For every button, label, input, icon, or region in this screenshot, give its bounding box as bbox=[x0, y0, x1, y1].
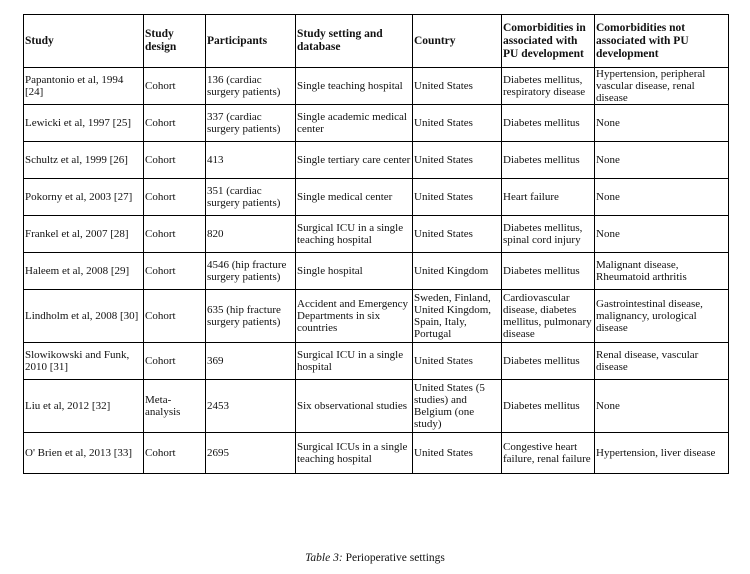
cell-participants: 820 bbox=[206, 216, 296, 253]
cell-comorbidities-associated: Diabetes mellitus, spinal cord injury bbox=[502, 216, 595, 253]
cell-design: Cohort bbox=[144, 253, 206, 290]
cell-country: United Kingdom bbox=[413, 253, 502, 290]
cell-comorbidities-associated: Diabetes mellitus bbox=[502, 380, 595, 433]
cell-study: Pokorny et al, 2003 [27] bbox=[24, 179, 144, 216]
caption-label: Table 3: bbox=[305, 552, 343, 564]
caption-text: Perioperative settings bbox=[345, 552, 445, 564]
cell-study: Schultz et al, 1999 [26] bbox=[24, 142, 144, 179]
cell-comorbidities-not-associated: Gastrointestinal disease, malignancy, urological disease bbox=[595, 290, 729, 343]
cell-participants: 351 (cardiac surgery patients) bbox=[206, 179, 296, 216]
table-row bbox=[24, 290, 729, 343]
cell-setting: Accident and Emergency Departments in six countries bbox=[296, 290, 413, 343]
cell-study: Papantonio et al, 1994 [24] bbox=[24, 68, 144, 105]
cell-setting: Single tertiary care center bbox=[296, 142, 413, 179]
cell-setting: Surgical ICU in a single teaching hospital bbox=[296, 216, 413, 253]
cell-design: Cohort bbox=[144, 433, 206, 474]
table-row bbox=[24, 142, 729, 179]
header-country: Country bbox=[413, 15, 502, 68]
cell-design: Cohort bbox=[144, 290, 206, 343]
cell-study: Haleem et al, 2008 [29] bbox=[24, 253, 144, 290]
cell-design: Meta-analysis bbox=[144, 380, 206, 433]
cell-comorbidities-associated: Heart failure bbox=[502, 179, 595, 216]
header-participants: Participants bbox=[206, 15, 296, 68]
cell-comorbidities-not-associated: Hypertension, liver disease bbox=[595, 433, 729, 474]
cell-comorbidities-not-associated: None bbox=[595, 179, 729, 216]
cell-design: Cohort bbox=[144, 179, 206, 216]
table-header-row bbox=[24, 15, 729, 68]
cell-setting: Six observational studies bbox=[296, 380, 413, 433]
cell-country: United States bbox=[413, 433, 502, 474]
header-study: Study bbox=[24, 15, 144, 68]
cell-comorbidities-not-associated: Renal disease, vascular disease bbox=[595, 343, 729, 380]
header-study-design: Study design bbox=[144, 15, 206, 68]
table-row bbox=[24, 105, 729, 142]
cell-comorbidities-associated: Diabetes mellitus bbox=[502, 253, 595, 290]
table-row bbox=[24, 380, 729, 433]
cell-comorbidities-associated: Diabetes mellitus bbox=[502, 343, 595, 380]
cell-comorbidities-associated: Cardiovascular disease, diabetes mellitus, pulmonary disease bbox=[502, 290, 595, 343]
cell-comorbidities-not-associated: None bbox=[595, 105, 729, 142]
cell-comorbidities-not-associated: None bbox=[595, 380, 729, 433]
cell-country: United States bbox=[413, 142, 502, 179]
cell-participants: 635 (hip fracture surgery patients) bbox=[206, 290, 296, 343]
cell-country: United States (5 studies) and Belgium (one study) bbox=[413, 380, 502, 433]
cell-study: O' Brien et al, 2013 [33] bbox=[24, 433, 144, 474]
cell-setting: Single medical center bbox=[296, 179, 413, 216]
cell-setting: Single teaching hospital bbox=[296, 68, 413, 105]
header-comorbidities-not-associated: Comorbidities not associated with PU development bbox=[595, 15, 729, 68]
table-row bbox=[24, 216, 729, 253]
perioperative-settings-table bbox=[23, 14, 729, 474]
cell-design: Cohort bbox=[144, 142, 206, 179]
cell-comorbidities-associated: Congestive heart failure, renal failure bbox=[502, 433, 595, 474]
cell-participants: 413 bbox=[206, 142, 296, 179]
table-row bbox=[24, 433, 729, 474]
table-row bbox=[24, 253, 729, 290]
cell-study: Lewicki et al, 1997 [25] bbox=[24, 105, 144, 142]
cell-comorbidities-not-associated: None bbox=[595, 142, 729, 179]
table-row bbox=[24, 68, 729, 105]
cell-study: Liu et al, 2012 [32] bbox=[24, 380, 144, 433]
cell-country: United States bbox=[413, 216, 502, 253]
cell-study: Frankel et al, 2007 [28] bbox=[24, 216, 144, 253]
cell-participants: 2695 bbox=[206, 433, 296, 474]
cell-comorbidities-associated: Diabetes mellitus, respiratory disease bbox=[502, 68, 595, 105]
cell-study: Lindholm et al, 2008 [30] bbox=[24, 290, 144, 343]
cell-participants: 4546 (hip fracture surgery patients) bbox=[206, 253, 296, 290]
cell-participants: 136 (cardiac surgery patients) bbox=[206, 68, 296, 105]
cell-design: Cohort bbox=[144, 343, 206, 380]
cell-comorbidities-associated: Diabetes mellitus bbox=[502, 142, 595, 179]
cell-design: Cohort bbox=[144, 68, 206, 105]
cell-design: Cohort bbox=[144, 105, 206, 142]
cell-setting: Single academic medical center bbox=[296, 105, 413, 142]
cell-design: Cohort bbox=[144, 216, 206, 253]
cell-setting: Single hospital bbox=[296, 253, 413, 290]
header-comorbidities-associated: Comorbidities in associated with PU development bbox=[502, 15, 595, 68]
cell-participants: 337 (cardiac surgery patients) bbox=[206, 105, 296, 142]
cell-country: United States bbox=[413, 179, 502, 216]
cell-country: United States bbox=[413, 68, 502, 105]
cell-setting: Surgical ICU in a single hospital bbox=[296, 343, 413, 380]
cell-comorbidities-not-associated: Hypertension, peripheral vascular disease, renal disease bbox=[595, 68, 729, 105]
cell-country: Sweden, Finland, United Kingdom, Spain, Italy, Portugal bbox=[413, 290, 502, 343]
cell-participants: 2453 bbox=[206, 380, 296, 433]
header-study-setting: Study setting and database bbox=[296, 15, 413, 68]
cell-country: United States bbox=[413, 343, 502, 380]
cell-country: United States bbox=[413, 105, 502, 142]
cell-comorbidities-associated: Diabetes mellitus bbox=[502, 105, 595, 142]
cell-comorbidities-not-associated: Malignant disease, Rheumatoid arthritis bbox=[595, 253, 729, 290]
cell-setting: Surgical ICUs in a single teaching hospital bbox=[296, 433, 413, 474]
cell-study: Slowikowski and Funk, 2010 [31] bbox=[24, 343, 144, 380]
table-caption bbox=[0, 552, 750, 564]
cell-participants: 369 bbox=[206, 343, 296, 380]
table-row bbox=[24, 179, 729, 216]
cell-comorbidities-not-associated: None bbox=[595, 216, 729, 253]
table-row bbox=[24, 343, 729, 380]
